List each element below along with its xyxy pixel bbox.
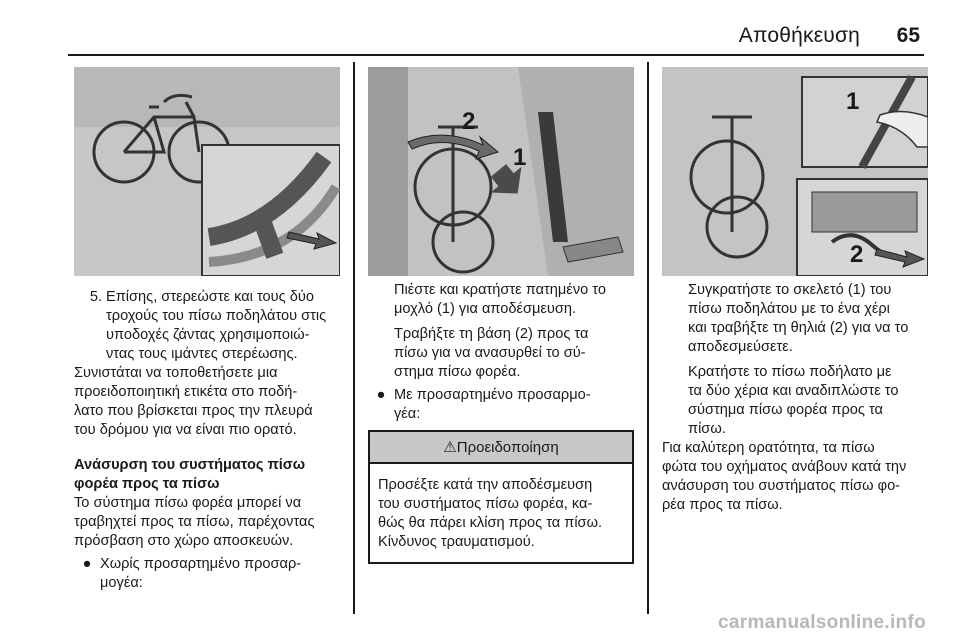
text-line: ντας τους ιμάντες στερέωσης. [106,346,298,362]
bullet-icon: ● [376,387,386,403]
warning-triangle-icon: ⚠ [443,439,457,456]
text-line: φώτα του οχήματος ανάβουν κατά την [662,459,907,475]
bullet-with-adapter [368,386,634,424]
paragraph-warning-label [74,364,346,440]
text-line: του δρόμου για να είναι πιο ορατό. [74,422,297,438]
paragraph-retract [74,494,346,551]
warning-box [368,430,634,564]
page-number: 65 [896,24,920,47]
column-1 [74,288,346,593]
text-line: τροχούς του πίσω ποδηλάτου στις [106,308,327,324]
section-title: Αποθήκευση [738,24,860,47]
text-line: μογέα: [100,575,143,591]
text-line: πίσω ποδηλάτου με το ένα χέρι [688,301,890,317]
watermark: carmanualsonline.info [718,612,926,633]
callout-2: 2 [850,241,864,268]
text-line: λατο που βρίσκεται προς την πλευρά [74,403,313,419]
figure-frame-loop [662,67,928,276]
text-line: τραβηχτεί προς τα πίσω, παρέχοντας [74,514,315,530]
callout-1: 1 [846,88,860,115]
text-line: Συγκρατήστε το σκελετό (1) του [688,282,892,298]
text-line: πίσω για να ανασυρθεί το σύ- [394,345,586,361]
paragraph-press-lever [368,281,634,319]
text-line: Πιέστε και κρατήστε πατημένο το [394,282,606,298]
callout-1: 1 [513,144,527,171]
text-line: και τραβήξτε τη θηλιά (2) για να το [688,320,909,336]
column-3 [662,281,930,515]
text-line: στημα πίσω φορέα. [394,364,521,380]
paragraph-pull-base [368,325,634,382]
figure-bike-strap [74,67,340,276]
heading-line: Ανάσυρση του συστήματος πίσω [74,457,306,473]
step-5 [74,288,346,364]
text-line: Τραβήξτε τη βάση (2) προς τα [394,326,589,342]
bullet-without-adapter [74,555,346,593]
text-line: Κρατήστε το πίσω ποδήλατο με [688,364,892,380]
text-line: προειδοποιητική ετικέτα στο ποδή- [74,384,298,400]
text-line: Για καλύτερη ορατότητα, τα πίσω [662,440,875,456]
figure-lever-base [368,67,634,276]
text-line: θώς θα πάρει κλίση προς τα πίσω. [378,515,603,531]
column-2 [368,281,634,564]
text-line: τα δύο χέρια και αναδιπλώστε το [688,383,899,399]
heading-line: φορέα προς τα πίσω [74,476,220,492]
section-heading [74,456,346,494]
warning-body [370,464,632,562]
text-line: πρόσβαση στο χώρο αποσκευών. [74,533,294,549]
text-line: αποδεσμεύσετε. [688,339,793,355]
page-header [0,0,960,60]
text-line: Το σύστημα πίσω φορέα μπορεί να [74,495,302,511]
text-line: μοχλό (1) για αποδέσμευση. [394,301,577,317]
text-line: ρέα προς τα πίσω. [662,497,783,513]
text-line: του συστήματος πίσω φορέα, κα- [378,496,593,512]
column-divider-1 [353,62,355,614]
step-number: 5. [89,289,102,305]
text-line: Χωρίς προσαρτημένο προσαρ- [100,556,302,572]
text-line: ανάσυρση του συστήματος πίσω φο- [662,478,901,494]
paragraph-hold-frame [662,281,930,357]
text-line: πίσω. [688,421,726,437]
warning-title: Προειδοποίηση [456,439,559,456]
text-line: υποδοχές ζάντας χρησιμοποιώ- [106,327,310,343]
paragraph-rear-lights [662,439,930,515]
header-rule [68,54,924,56]
text-line: Επίσης, στερεώστε και τους δύο [106,289,314,305]
callout-2: 2 [462,108,476,135]
paragraph-fold-back [662,363,930,439]
text-line: Προσέξτε κατά την αποδέσμευση [378,477,593,493]
text-line: γέα: [394,406,421,422]
bullet-icon: ● [82,556,92,572]
column-divider-2 [647,62,649,614]
warning-header [370,432,632,464]
text-line: Με προσαρτημένο προσαρμο- [394,387,591,403]
text-line: Κίνδυνος τραυματισμού. [378,534,535,550]
text-line: σύστημα πίσω φορέα προς τα [688,402,883,418]
text-line: Συνιστάται να τοποθετήσετε μια [74,365,278,381]
